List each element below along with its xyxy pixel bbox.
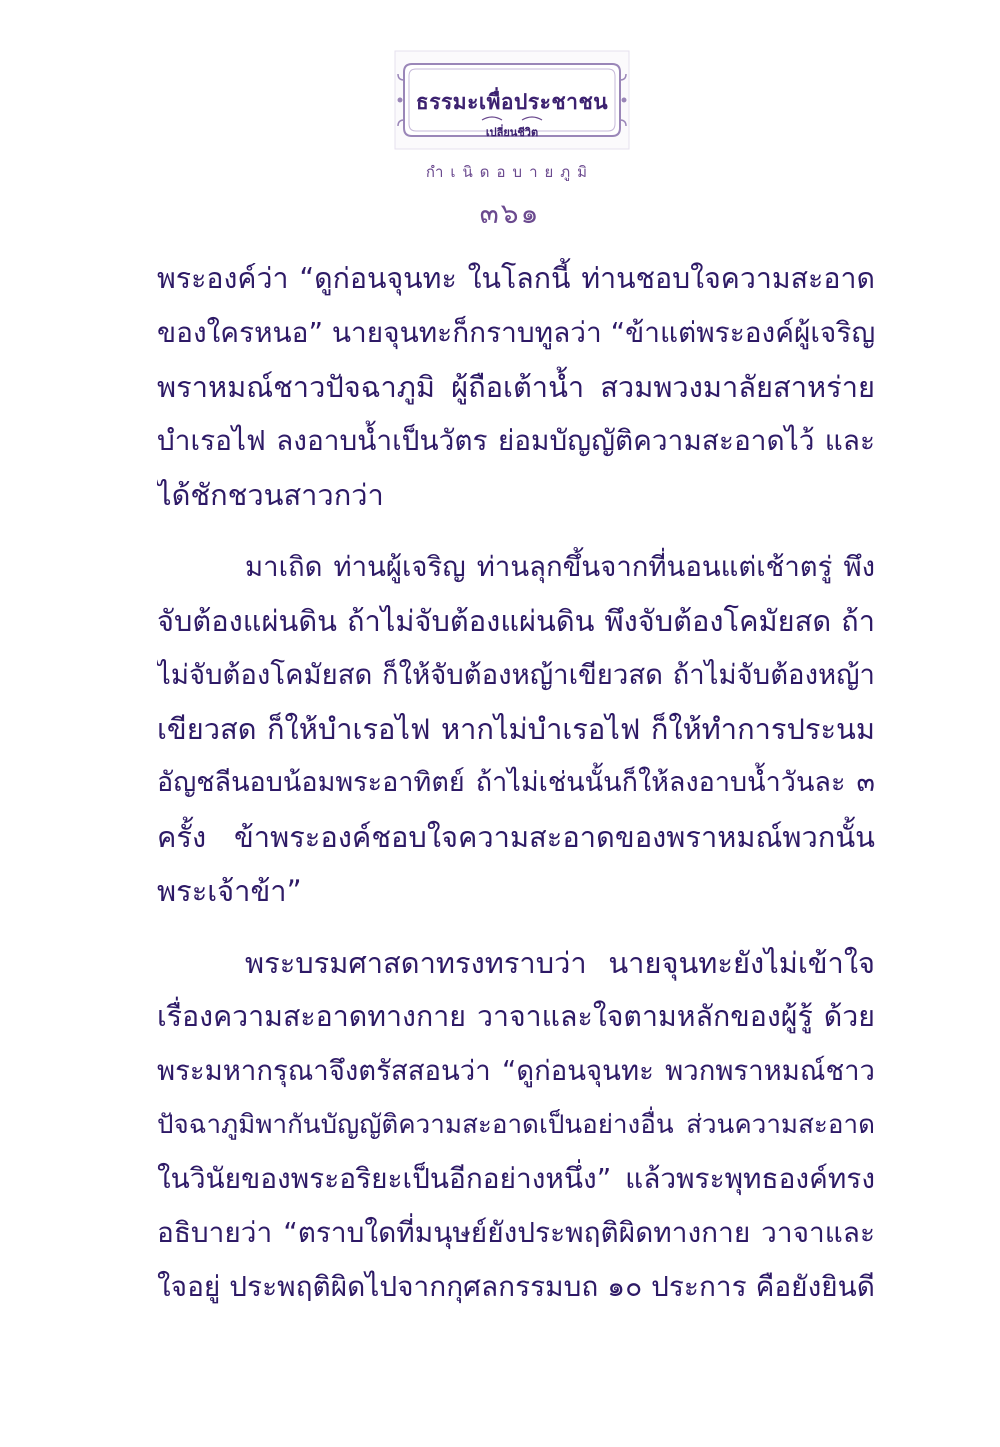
text-line: บำเรอไฟ ลงอาบน้ำเป็นวัตร ย่อมบัญญัติความสะอาดไว้ และ: [157, 424, 875, 457]
text-line: พระองค์ว่า “ดูก่อนจุนทะ ในโลกนี้ ท่านชอบใจความสะอาด: [157, 262, 875, 295]
text-line: พราหมณ์ชาวปัจฉาภูมิ ผู้ถือเต้าน้ำ สวมพวงมาลัยสาหร่าย: [157, 370, 875, 404]
paragraph-2: [157, 540, 875, 918]
logo-title: ธรรมะเพื่อประชาชน: [415, 89, 609, 114]
page-header: [0, 50, 1000, 154]
text-line: ปัจฉาภูมิพากันบัญญัติความสะอาดเป็นอย่างอื่น ส่วนความสะอาด: [157, 1110, 875, 1140]
text-line: ไม่จับต้องโคมัยสด ก็ให้จับต้องหญ้าเขียวสด ถ้าไม่จับต้องหญ้า: [157, 659, 875, 691]
text-line: ได้ชักชวนสาวกว่า: [157, 478, 384, 512]
page-number: ๓๖๑: [479, 197, 541, 230]
logo-subtitle: เปลี่ยนชีวิต: [485, 126, 539, 139]
text-line: อัญชลีนอบน้อมพระอาทิตย์ ถ้าไม่เช่นนั้นก็ให้ลงอาบน้ำวันละ ๓: [157, 767, 875, 798]
text-line: ใจอยู่ ประพฤติผิดไปจากกุศลกรรมบถ ๑๐ ประการ คือยังยินดี: [157, 1270, 875, 1303]
text-line: เรื่องความสะอาดทางกาย วาจาและใจตามหลักของผู้รู้ ด้วย: [157, 1000, 875, 1033]
text-line: มาเถิด ท่านผู้เจริญ ท่านลุกขึ้นจากที่นอนแต่เช้าตรู่ พึง: [245, 551, 875, 583]
text-line: เขียวสด ก็ให้บำเรอไฟ หากไม่บำเรอไฟ ก็ให้ทำการประนม: [157, 712, 875, 746]
text-line: พระมหากรุณาจึงตรัสสอนว่า “ดูก่อนจุนทะ พวกพราหมณ์ชาว: [157, 1055, 875, 1087]
body-text: [157, 252, 875, 1314]
book-logo: [394, 50, 630, 150]
chapter-title: กำเนิดอบายภูมิ: [425, 163, 595, 181]
text-line: ครั้ง ข้าพระองค์ชอบใจความสะอาดของพราหมณ์พวกนั้น: [157, 820, 875, 854]
paragraph-3: [157, 936, 875, 1314]
text-line: จับต้องแผ่นดิน ถ้าไม่จับต้องแผ่นดิน พึงจับต้องโคมัยสด ถ้า: [157, 604, 875, 638]
paragraph-1: [157, 252, 875, 522]
text-line: พระบรมศาสดาทรงทราบว่า นายจุนทะยังไม่เข้าใจ: [245, 946, 875, 980]
text-line: พระเจ้าข้า”: [157, 874, 302, 908]
text-line: อธิบายว่า “ตราบใดที่มนุษย์ยังประพฤติผิดทางกาย วาจาและ: [157, 1216, 875, 1249]
text-line: ของใครหนอ” นายจุนทะก็กราบทูลว่า “ข้าแต่พระองค์ผู้เจริญ: [157, 316, 875, 349]
text-line: ในวินัยของพระอริยะเป็นอีกอย่างหนึ่ง” แล้วพระพุทธองค์ทรง: [157, 1162, 875, 1195]
